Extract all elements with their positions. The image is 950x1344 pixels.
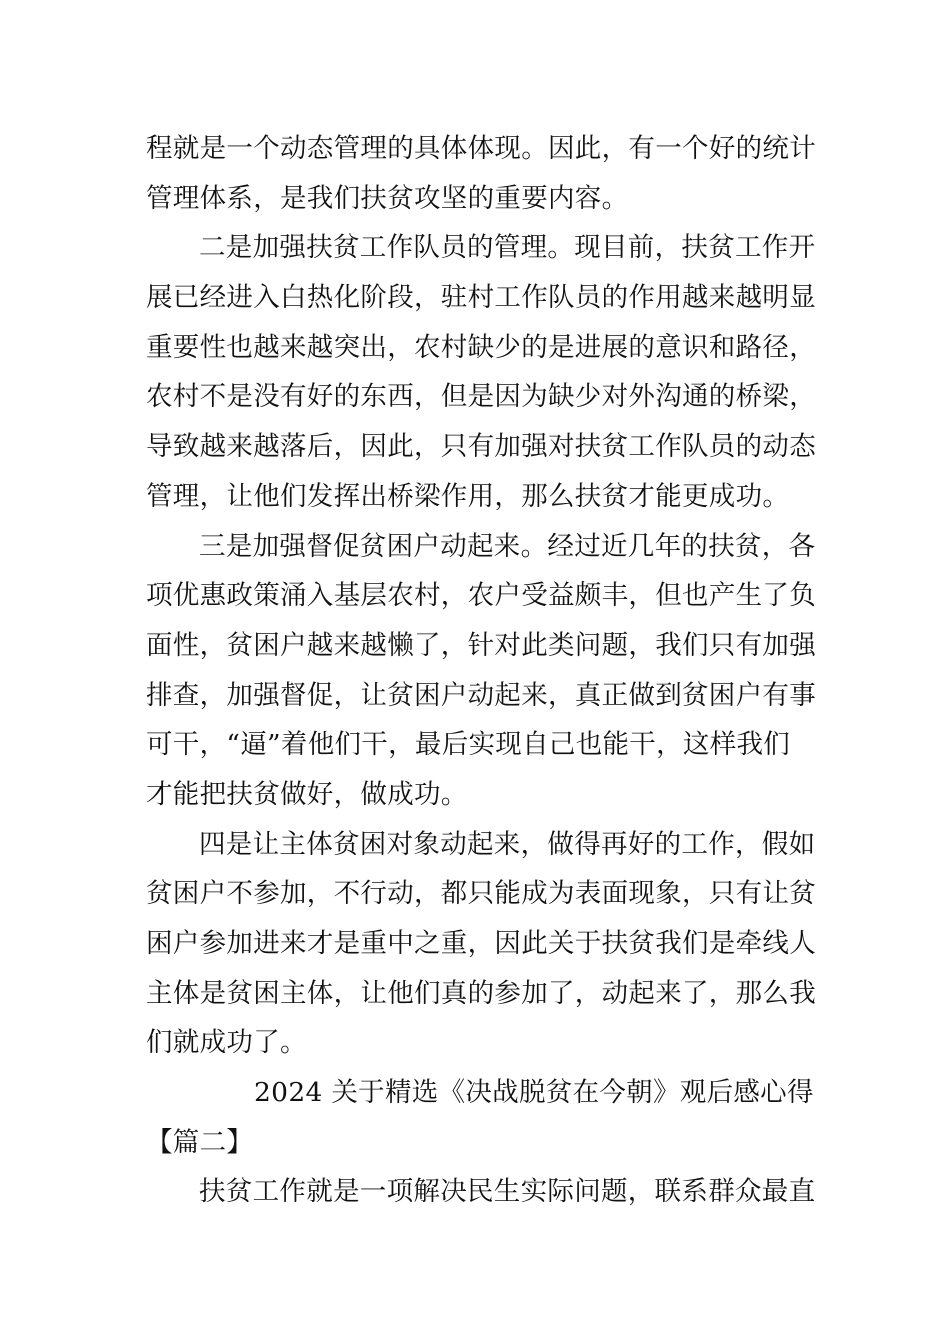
text-line: 展已经进入白热化阶段，驻村工作队员的作用越来越明显	[146, 282, 816, 314]
text-line: 农村不是没有好的东西，但是因为缺少对外沟通的桥梁，	[146, 381, 816, 413]
text-line: 才能把扶贫做好，做成功。	[146, 778, 468, 810]
text-line: 扶贫工作就是一项解决民生实际问题，联系群众最直	[199, 1176, 816, 1208]
text-line: 四是让主体贫困对象动起来，做得再好的工作，假如	[199, 828, 816, 860]
text-line: 二是加强扶贫工作队员的管理。现目前，扶贫工作开	[199, 232, 816, 264]
text-line: 项优惠政策涌入基层农村，农户受益颇丰，但也产生了负	[146, 580, 816, 612]
text-line: 困户参加进来才是重中之重，因此关于扶贫我们是牵线人	[146, 928, 816, 959]
text-line: 重要性也越来越突出，农村缺少的是进展的意识和路径，	[146, 331, 816, 363]
text-line: 排查，加强督促，让贫困户动起来，真正做到贫困户有事	[146, 679, 816, 711]
text-line: 面性，贫困户越来越懒了，针对此类问题，我们只有加强	[146, 629, 816, 661]
text-line: 们就成功了。	[146, 1027, 307, 1059]
text-line: 【篇二】	[146, 1126, 254, 1158]
text-line: 主体是贫困主体，让他们真的参加了，动起来了，那么我	[146, 977, 816, 1009]
text-line: 导致越来越落后，因此，只有加强对扶贫工作队员的动态	[146, 431, 816, 463]
text-line: 管理体系，是我们扶贫攻坚的重要内容。	[146, 182, 629, 214]
text-line: 贫困户不参加，不行动，都只能成为表面现象，只有让贫	[146, 878, 816, 910]
text-line: 程就是一个动态管理的具体体现。因此，有一个好的统计	[146, 133, 816, 164]
section-title: 2024 关于精选《决战脱贫在今朝》观后感心得	[254, 1077, 814, 1109]
document-body	[146, 124, 816, 1217]
text-line: 三是加强督促贫困户动起来。经过近几年的扶贫，各	[199, 530, 816, 562]
text-line: 管理，让他们发挥出桥梁作用，那么扶贫才能更成功。	[146, 480, 790, 512]
text-line: 可干，“逼”着他们干，最后实现自己也能干，这样我们	[146, 729, 791, 761]
